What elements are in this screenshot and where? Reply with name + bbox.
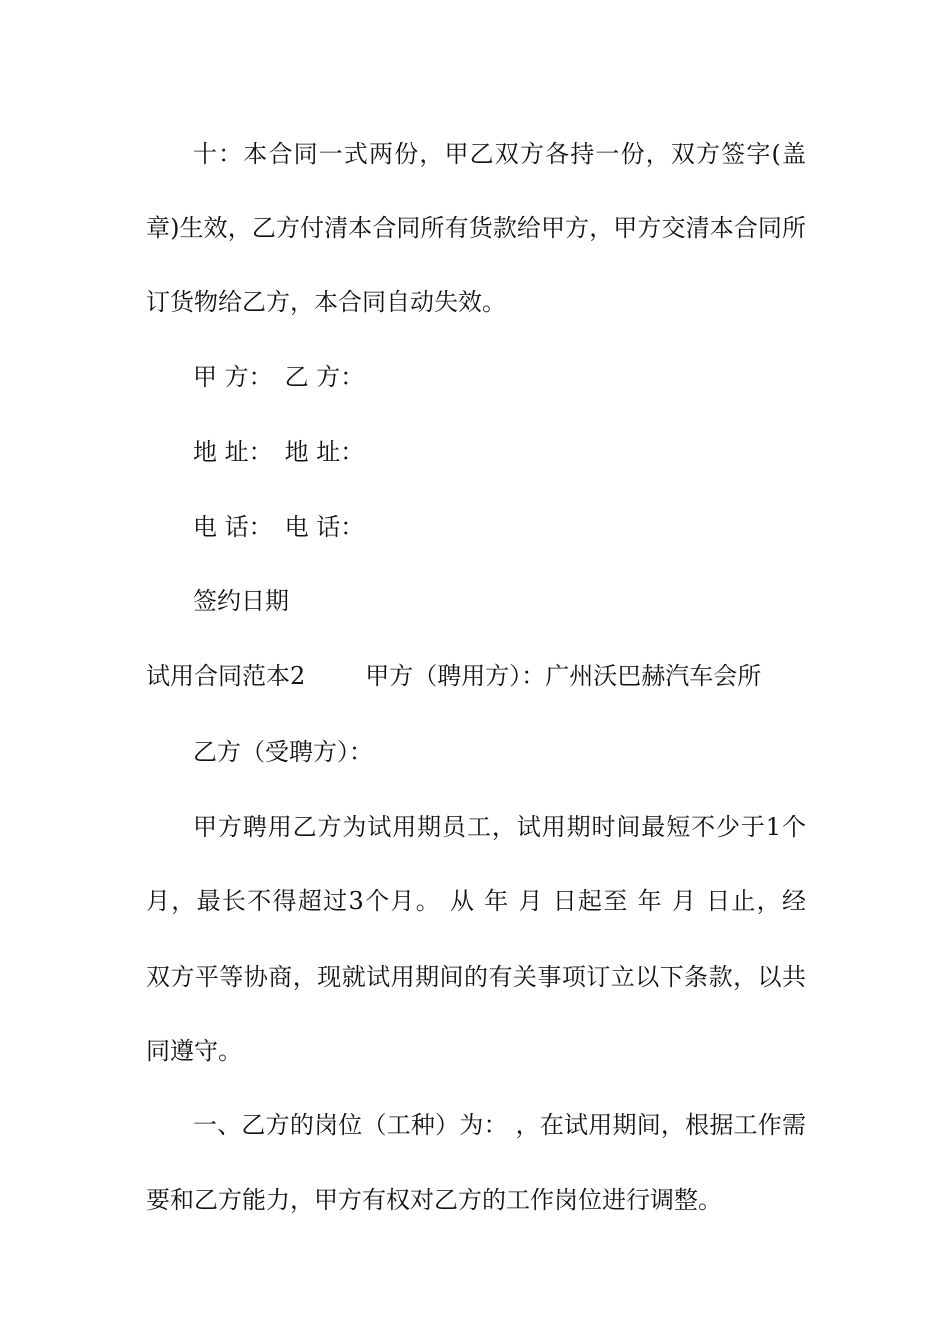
clause-10-line-1: 十：本合同一式两份，甲乙双方各持一份，双方签字(盖 [193, 140, 806, 168]
phone-row [193, 511, 806, 543]
party-b-label: 乙 方： [284, 363, 365, 391]
party-signature-row [193, 361, 806, 393]
employer-line: 甲方（聘用方）：广州沃巴赫汽车会所 [365, 662, 762, 690]
clause-10-line-3: 订货物给乙方，本合同自动失效。 [146, 288, 506, 316]
sample-2-title: 试用合同范本2 [146, 662, 306, 690]
phone-b-label: 电 话： [284, 513, 365, 541]
clause-1-line-2: 要和乙方能力，甲方有权对乙方的工作岗位进行调整。 [146, 1186, 722, 1214]
address-b-label: 地 址： [284, 438, 365, 466]
employee-line: 乙方（受聘方）： [193, 738, 373, 766]
clause-10-line-2: 章)生效，乙方付清本合同所有货款给甲方，甲方交清本合同所 [146, 214, 806, 242]
probation-line-2: 月，最长不得超过3个月。 从 年 月 日起至 年 月 日止，经 [146, 887, 806, 915]
probation-line-4: 同遵守。 [146, 1037, 242, 1065]
clause-1-line-1: 一、乙方的岗位（工种）为： ，在试用期间，根据工作需 [193, 1111, 806, 1139]
party-a-label: 甲 方： [193, 363, 273, 391]
sample-2-header-row [146, 660, 806, 692]
address-row [193, 436, 806, 468]
address-a-label: 地 址： [193, 438, 273, 466]
phone-a-label: 电 话： [193, 513, 273, 541]
probation-line-1: 甲方聘用乙方为试用期员工，试用期时间最短不少于1个 [193, 813, 806, 841]
sign-date-label: 签约日期 [193, 587, 289, 615]
probation-line-3: 双方平等协商，现就试用期间的有关事项订立以下条款，以共 [146, 963, 806, 991]
